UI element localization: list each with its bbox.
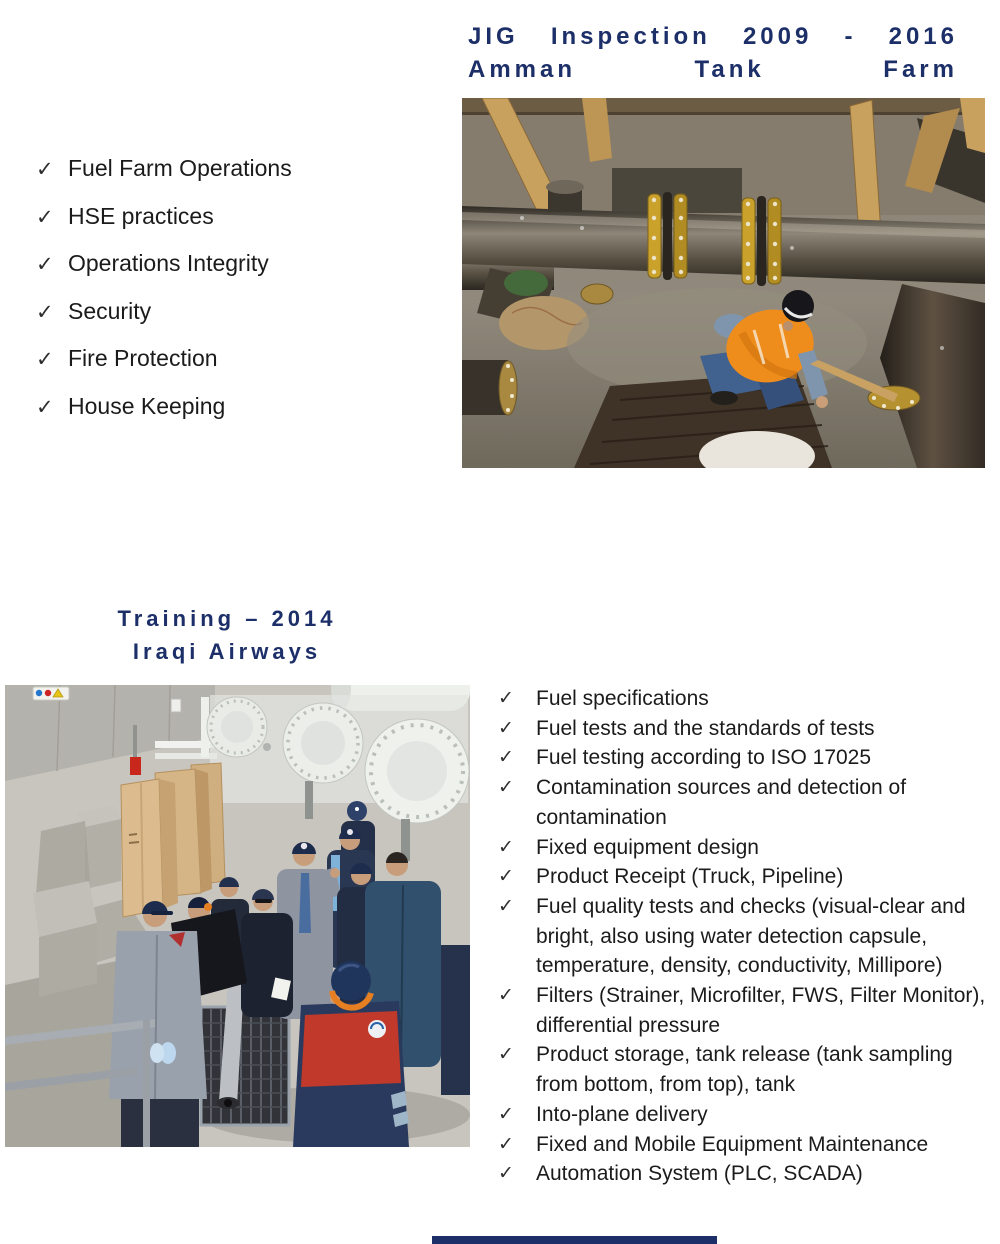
checklist-item bbox=[36, 394, 436, 420]
checklist-item-text: House Keeping bbox=[68, 392, 226, 419]
checkmark-icon: ✓ bbox=[498, 895, 514, 917]
checklist-item bbox=[496, 892, 988, 981]
training-photo bbox=[5, 685, 470, 1147]
checkmark-icon: ✓ bbox=[498, 836, 514, 858]
checklist-item bbox=[36, 204, 436, 230]
checklist-item bbox=[36, 156, 436, 182]
checkmark-icon: ✓ bbox=[36, 300, 54, 324]
checklist-item-text: Contamination sources and detection of contamination bbox=[536, 776, 907, 829]
checklist-item bbox=[36, 346, 436, 372]
checklist-item bbox=[496, 743, 988, 773]
checklist-item-text: Automation System (PLC, SCADA) bbox=[536, 1162, 863, 1186]
training-checklist bbox=[496, 684, 988, 1189]
checklist-item-text: Product Receipt (Truck, Pipeline) bbox=[536, 865, 844, 889]
jig-checklist bbox=[36, 156, 436, 441]
checkmark-icon: ✓ bbox=[498, 717, 514, 739]
checklist-item-text: Security bbox=[68, 297, 152, 324]
checkmark-icon: ✓ bbox=[36, 158, 54, 181]
bottom-accent-bar bbox=[432, 1236, 717, 1244]
pipeline-pit-illustration bbox=[462, 98, 985, 468]
checklist-item-text: Product storage, tank release (tank sampling from bottom, from top), tank bbox=[536, 1043, 953, 1097]
checklist-item bbox=[496, 1100, 988, 1130]
checklist-item bbox=[496, 833, 988, 863]
checklist-item bbox=[496, 1159, 988, 1189]
checklist-item-text: Operations Integrity bbox=[68, 250, 269, 276]
training-title-line1: Training – 2014 bbox=[117, 606, 337, 631]
jig-title-line2 bbox=[468, 53, 958, 86]
checkmark-icon: ✓ bbox=[498, 866, 514, 888]
checkmark-icon: ✓ bbox=[498, 1163, 514, 1185]
checklist-item bbox=[496, 714, 988, 744]
checklist-item bbox=[496, 862, 988, 892]
checklist-item bbox=[496, 981, 988, 1040]
checklist-item-text: Fuel quality tests and checks (visual-clear and bright, also using water detection capsule, temperature, density, conductivity, Millipore) bbox=[536, 894, 966, 978]
checklist-item bbox=[496, 1040, 988, 1099]
checkmark-icon: ✓ bbox=[498, 1103, 514, 1125]
checklist-item-text: Fuel tests and the standards of tests bbox=[536, 716, 875, 740]
checkmark-icon: ✓ bbox=[498, 777, 514, 799]
checklist-item bbox=[36, 299, 436, 325]
checkmark-icon: ✓ bbox=[36, 253, 54, 276]
checklist-item-text: HSE practices bbox=[68, 202, 214, 229]
checkmark-icon: ✓ bbox=[498, 688, 514, 709]
jig-inspection-photo bbox=[462, 98, 985, 468]
jig-section-title bbox=[468, 20, 958, 86]
title-word: Amman bbox=[468, 56, 577, 83]
checkmark-icon: ✓ bbox=[498, 747, 514, 769]
checkmark-icon: ✓ bbox=[498, 985, 514, 1007]
checkmark-icon: ✓ bbox=[36, 395, 54, 419]
checklist-item bbox=[496, 1130, 988, 1160]
checklist-item bbox=[496, 684, 988, 714]
checklist-item-text: Into-plane delivery bbox=[536, 1102, 708, 1126]
checklist-item-text: Fixed equipment design bbox=[536, 835, 759, 859]
title-word: Farm bbox=[883, 56, 958, 83]
checklist-item-text: Filters (Strainer, Microfilter, FWS, Filter Monitor), differential pressure bbox=[536, 984, 986, 1037]
title-word: 2009 bbox=[742, 23, 813, 50]
checklist-item-text: Fuel specifications bbox=[536, 687, 709, 710]
title-word: Inspection bbox=[550, 23, 711, 50]
checklist-item bbox=[496, 773, 988, 832]
jig-title-line1 bbox=[468, 20, 958, 53]
checklist-item-text: Fire Protection bbox=[68, 345, 218, 371]
title-word: Tank bbox=[694, 56, 765, 83]
checkmark-icon: ✓ bbox=[36, 348, 54, 371]
checklist-item bbox=[36, 251, 436, 277]
title-word: 2016 bbox=[888, 23, 958, 50]
checklist-item-text: Fuel Farm Operations bbox=[68, 155, 292, 181]
checklist-item-text: Fuel testing according to ISO 17025 bbox=[536, 746, 872, 770]
title-word: - bbox=[844, 23, 857, 50]
title-word: JIG bbox=[468, 23, 519, 50]
training-section-title bbox=[62, 602, 392, 668]
checkmark-icon: ✓ bbox=[36, 205, 54, 229]
training-group-illustration bbox=[5, 685, 470, 1147]
checkmark-icon: ✓ bbox=[498, 1133, 514, 1155]
checklist-item-text: Fixed and Mobile Equipment Maintenance bbox=[536, 1132, 929, 1156]
checkmark-icon: ✓ bbox=[498, 1044, 514, 1066]
training-title-line2: Iraqi Airways bbox=[132, 639, 322, 664]
